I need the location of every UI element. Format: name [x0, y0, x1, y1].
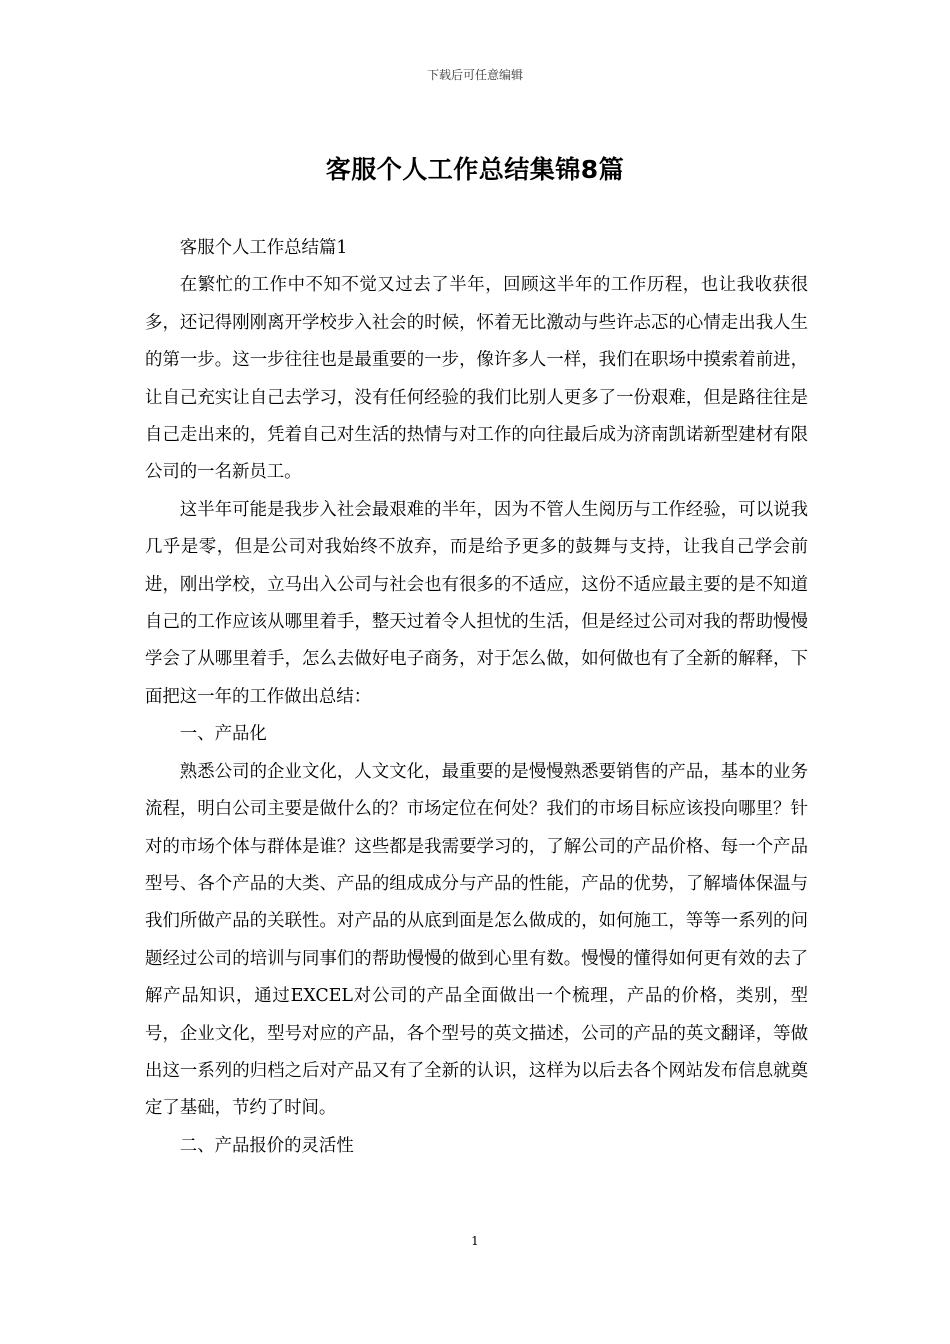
section-heading: 一、产品化: [179, 724, 267, 745]
section-heading: 二、产品报价的灵活性: [179, 1135, 354, 1156]
body-paragraph: 这半年可能是我步入社会最艰难的半年，因为不管人生阅历与工作经验，可以说我几乎是零，但是公司对我始终不放弃，而是给予更多的鼓舞与支持，让我自己学会前进，刚出学校，立马出入公司与社会也有很多的不适应，这份不适应最主要的是不知道自己的工作应该从哪里着手，整天过着令人担忧的生活，但是经过公司对我的帮助慢慢学会了从哪里着手，怎么去做好电子商务，对于怎么做，如何做也有了全新的解释，下面把这一年的工作做出总结：: [145, 499, 808, 707]
body-paragraph: 熟悉公司的企业文化，人文文化，最重要的是慢慢熟悉要销售的产品，基本的业务流程，明白公司主要是做什么的？市场定位在何处？我们的市场目标应该投向哪里？针对的市场个体与群体是谁？这些都是我需要学习的，了解公司的产品价格、每一个产品型号、各个产品的大类、产品的组成成分与产品的性能，产品的优势，了解墙体保温与我们所做产品的关联性。对产品的从底到面是怎么做成的，如何施工，等等一系列的问题经过公司的培训与同事们的帮助慢慢的做到心里有数。慢慢的懂得如何更有效的去了解产品知识，通过EXCEL对公司的产品全面做出一个梳理，产品的价格，类别，型号，企业文化，型号对应的产品，各个型号的英文描述，公司的产品的英文翻译，等做出这一系列的归档之后对产品又有了全新的认识，这样为以后去各个网站发布信息就奠定了基础，节约了时间。: [145, 761, 808, 1119]
body-paragraph: 在繁忙的工作中不知不觉又过去了半年，回顾这半年的工作历程，也让我收获很多，还记得刚刚离开学校步入社会的时候，怀着无比激动与些许忐忑的心情走出我人生的第一步。这一步往往也是最重要的一步，像许多人一样，我们在职场中摸索着前进，让自己充实让自己去学习，没有任何经验的我们比别人更多了一份艰难，但是路往往是自己走出来的，凭着自己对生活的热情与对工作的向往最后成为济南凯诺新型建材有限公司的一名新员工。: [145, 275, 808, 483]
document-title: 客服个人工作总结集锦8篇: [325, 155, 625, 184]
section-heading: 客服个人工作总结篇1: [179, 238, 348, 258]
header-note: 下载后可任意编辑: [426, 68, 523, 82]
page-number: 1: [471, 1234, 479, 1248]
document-body: [145, 230, 808, 1165]
